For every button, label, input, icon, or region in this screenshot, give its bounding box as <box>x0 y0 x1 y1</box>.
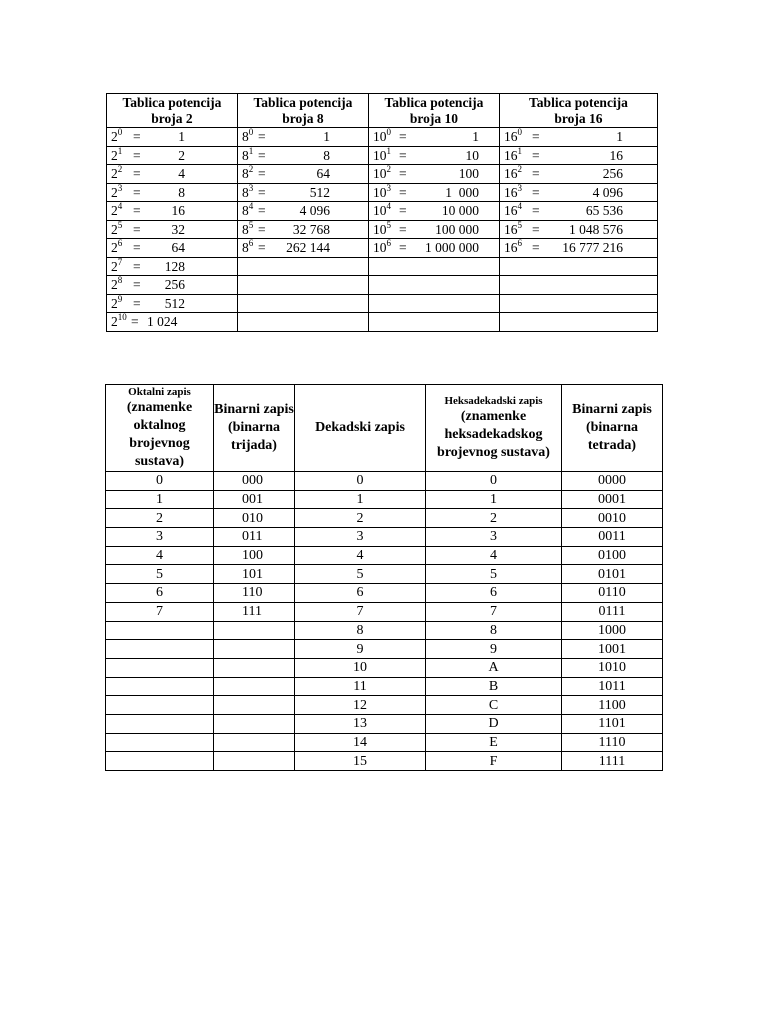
power-expression: $2^7$ <box>111 256 123 274</box>
power-expression: $8^3$ <box>242 182 254 200</box>
power-value: 8 <box>178 184 185 200</box>
tri-cell: 110 <box>214 584 295 603</box>
powers-row <box>107 202 658 221</box>
oct-cell <box>106 640 214 659</box>
tri-cell <box>214 733 295 752</box>
power-value: 65 536 <box>585 203 623 218</box>
equals-sign: = <box>399 166 407 181</box>
oct-cell <box>106 752 214 771</box>
hex-cell: 4 <box>426 546 562 565</box>
power-expression: $2^0$ <box>111 127 123 144</box>
equals-sign: = <box>532 147 540 163</box>
oct-cell <box>106 714 214 733</box>
header-powers-of-10: Tablica potencija broja 10 <box>369 94 500 128</box>
power-cell <box>238 257 369 276</box>
dec-cell: 5 <box>295 565 426 584</box>
power-cell <box>369 220 500 239</box>
hex-cell: 3 <box>426 528 562 547</box>
power-value: 4 <box>178 166 185 181</box>
power-value: 16 777 216 <box>562 240 623 255</box>
power-value: 512 <box>164 295 185 311</box>
equals-sign: = <box>532 166 540 181</box>
powers-row <box>107 313 658 332</box>
power-cell <box>238 183 369 202</box>
power-cell <box>107 220 238 239</box>
equals-sign: = <box>532 184 540 200</box>
powers-row <box>107 128 658 147</box>
header-binary-tetrad: Binarni zapis (binarna tetrada) <box>562 385 663 472</box>
dec-cell: 14 <box>295 733 426 752</box>
tet-cell: 1011 <box>562 677 663 696</box>
tet-cell: 0010 <box>562 509 663 528</box>
powers-row <box>107 276 658 295</box>
tri-cell: 101 <box>214 565 295 584</box>
power-expression: $2^2$ <box>111 164 123 181</box>
power-expression: $8^1$ <box>242 145 254 163</box>
oct-cell: 7 <box>106 602 214 621</box>
power-cell <box>107 276 238 295</box>
equals-sign: = <box>532 129 540 144</box>
power-cell <box>238 202 369 221</box>
equals-sign: = <box>532 203 540 218</box>
systems-row <box>106 565 663 584</box>
powers-row <box>107 239 658 258</box>
power-value: 512 <box>309 184 330 200</box>
power-value: 1 <box>178 129 185 144</box>
power-expression: $2^{10}$ <box>111 312 127 329</box>
power-cell <box>107 165 238 184</box>
power-expression: $16^3$ <box>504 182 522 200</box>
hex-cell: 6 <box>426 584 562 603</box>
systems-row <box>106 584 663 603</box>
systems-row <box>106 528 663 547</box>
systems-row <box>106 714 663 733</box>
equals-sign: = <box>532 240 540 255</box>
equals-sign: = <box>399 147 407 163</box>
power-expression: $10^6$ <box>373 238 391 255</box>
power-value: 256 <box>164 277 185 292</box>
tet-cell: 0001 <box>562 490 663 509</box>
power-value: 262 144 <box>286 240 330 255</box>
equals-sign: = <box>399 129 407 144</box>
equals-sign: = <box>258 240 266 255</box>
power-expression: $8^5$ <box>242 219 254 237</box>
power-cell <box>369 276 500 295</box>
dec-cell: 6 <box>295 584 426 603</box>
power-expression: $2^5$ <box>111 219 123 237</box>
equals-sign: = <box>133 277 141 292</box>
power-cell <box>500 239 658 258</box>
powers-row <box>107 294 658 313</box>
tet-cell: 1110 <box>562 733 663 752</box>
power-value: 2 <box>178 147 185 163</box>
oct-cell <box>106 677 214 696</box>
oct-cell <box>106 696 214 715</box>
power-value: 32 <box>171 221 185 237</box>
powers-row <box>107 146 658 165</box>
systems-row <box>106 546 663 565</box>
header-powers-of-2: Tablica potencija broja 2 <box>107 94 238 128</box>
tri-cell <box>214 658 295 677</box>
power-value: 1 048 576 <box>569 221 623 237</box>
powers-header-row <box>107 94 658 128</box>
tet-cell: 1100 <box>562 696 663 715</box>
tri-cell: 000 <box>214 472 295 491</box>
hex-cell: E <box>426 733 562 752</box>
power-cell <box>107 313 238 332</box>
power-cell <box>107 128 238 147</box>
equals-sign: = <box>133 295 141 311</box>
power-cell <box>369 165 500 184</box>
power-cell <box>238 313 369 332</box>
power-expression: $8^2$ <box>242 164 254 181</box>
systems-header-row <box>106 385 663 472</box>
power-value: 10 <box>465 147 479 163</box>
systems-row <box>106 621 663 640</box>
oct-cell: 3 <box>106 528 214 547</box>
power-cell <box>500 183 658 202</box>
oct-cell: 1 <box>106 490 214 509</box>
power-expression: $10^3$ <box>373 182 391 200</box>
power-cell <box>238 294 369 313</box>
oct-cell: 2 <box>106 509 214 528</box>
power-value: 32 768 <box>292 221 330 237</box>
power-expression: $10^5$ <box>373 219 391 237</box>
power-cell <box>238 276 369 295</box>
tri-cell: 111 <box>214 602 295 621</box>
powers-row <box>107 165 658 184</box>
power-value: 10 000 <box>441 203 479 218</box>
header-powers-of-16: Tablica potencija broja 16 <box>500 94 658 128</box>
power-expression: $2^9$ <box>111 293 123 311</box>
powers-row <box>107 220 658 239</box>
power-cell <box>238 239 369 258</box>
equals-sign: = <box>133 147 141 163</box>
oct-cell <box>106 733 214 752</box>
power-expression: $16^2$ <box>504 164 522 181</box>
power-cell <box>369 239 500 258</box>
equals-sign: = <box>399 221 407 237</box>
power-expression: $16^4$ <box>504 201 522 218</box>
power-cell <box>500 165 658 184</box>
systems-row <box>106 472 663 491</box>
tri-cell: 100 <box>214 546 295 565</box>
power-expression: $10^1$ <box>373 145 391 163</box>
dec-cell: 9 <box>295 640 426 659</box>
equals-sign: = <box>258 166 266 181</box>
powers-row <box>107 183 658 202</box>
power-cell <box>369 128 500 147</box>
hex-cell: 5 <box>426 565 562 584</box>
dec-cell: 1 <box>295 490 426 509</box>
equals-sign: = <box>258 203 266 218</box>
systems-row <box>106 752 663 771</box>
power-expression: $8^6$ <box>242 238 254 255</box>
equals-sign: = <box>131 314 139 329</box>
oct-cell: 6 <box>106 584 214 603</box>
equals-sign: = <box>133 203 141 218</box>
power-value: 100 000 <box>435 221 479 237</box>
power-expression: $10^2$ <box>373 164 391 181</box>
tet-cell: 0011 <box>562 528 663 547</box>
dec-cell: 8 <box>295 621 426 640</box>
power-expression: $16^5$ <box>504 219 522 237</box>
power-cell <box>500 202 658 221</box>
power-value: 1 000 000 <box>425 240 479 255</box>
power-value: 1 024 <box>147 314 178 329</box>
hex-cell: 2 <box>426 509 562 528</box>
power-value: 64 <box>171 240 185 255</box>
power-value: 256 <box>602 166 623 181</box>
systems-row <box>106 602 663 621</box>
dec-cell: 11 <box>295 677 426 696</box>
power-cell <box>107 146 238 165</box>
tri-cell: 011 <box>214 528 295 547</box>
tri-cell: 010 <box>214 509 295 528</box>
power-expression: $8^0$ <box>242 127 254 144</box>
power-cell <box>107 257 238 276</box>
power-value: 4 096 <box>592 184 623 200</box>
tet-cell: 1101 <box>562 714 663 733</box>
tet-cell: 1001 <box>562 640 663 659</box>
powers-table <box>106 93 658 332</box>
oct-cell: 0 <box>106 472 214 491</box>
power-expression: $16^0$ <box>504 127 522 144</box>
tet-cell: 1000 <box>562 621 663 640</box>
power-cell <box>500 128 658 147</box>
oct-cell <box>106 658 214 677</box>
power-expression: $2^1$ <box>111 145 123 163</box>
hex-cell: C <box>426 696 562 715</box>
equals-sign: = <box>399 203 407 218</box>
tet-cell: 1111 <box>562 752 663 771</box>
power-expression: $8^4$ <box>242 201 254 218</box>
number-systems-table <box>105 384 663 771</box>
dec-cell: 10 <box>295 658 426 677</box>
equals-sign: = <box>532 221 540 237</box>
power-cell <box>500 146 658 165</box>
power-cell <box>369 183 500 202</box>
dec-cell: 12 <box>295 696 426 715</box>
systems-row <box>106 677 663 696</box>
header-powers-of-8: Tablica potencija broja 8 <box>238 94 369 128</box>
dec-cell: 3 <box>295 528 426 547</box>
power-expression: $10^0$ <box>373 127 391 144</box>
power-value: 64 <box>316 166 330 181</box>
equals-sign: = <box>399 240 407 255</box>
tet-cell: 0100 <box>562 546 663 565</box>
power-value: 4 096 <box>299 203 330 218</box>
hex-cell: A <box>426 658 562 677</box>
tri-cell <box>214 621 295 640</box>
tri-cell <box>214 752 295 771</box>
equals-sign: = <box>258 129 266 144</box>
tri-cell <box>214 714 295 733</box>
oct-cell: 5 <box>106 565 214 584</box>
equals-sign: = <box>258 221 266 237</box>
power-cell <box>238 128 369 147</box>
systems-row <box>106 640 663 659</box>
power-expression: $16^6$ <box>504 238 522 255</box>
power-cell <box>107 202 238 221</box>
systems-row <box>106 509 663 528</box>
power-cell <box>500 313 658 332</box>
hex-cell: D <box>426 714 562 733</box>
tet-cell: 0111 <box>562 602 663 621</box>
equals-sign: = <box>133 240 141 255</box>
systems-row <box>106 733 663 752</box>
power-expression: $2^6$ <box>111 238 123 255</box>
equals-sign: = <box>133 221 141 237</box>
equals-sign: = <box>258 147 266 163</box>
power-cell <box>500 276 658 295</box>
equals-sign: = <box>399 184 407 200</box>
tri-cell <box>214 696 295 715</box>
tet-cell: 1010 <box>562 658 663 677</box>
equals-sign: = <box>133 258 141 274</box>
power-cell <box>500 220 658 239</box>
powers-row <box>107 257 658 276</box>
hex-cell: 0 <box>426 472 562 491</box>
header-octal: Oktalni zapis (znamenke oktalnog brojevnog sustava) <box>106 385 214 472</box>
tet-cell: 0110 <box>562 584 663 603</box>
tet-cell: 0000 <box>562 472 663 491</box>
power-value: 16 <box>609 147 623 163</box>
power-cell <box>369 257 500 276</box>
power-cell <box>500 257 658 276</box>
power-value: 1 <box>472 129 479 144</box>
power-value: 1 <box>616 129 623 144</box>
power-cell <box>107 239 238 258</box>
dec-cell: 13 <box>295 714 426 733</box>
power-cell <box>500 294 658 313</box>
power-value: 8 <box>323 147 330 163</box>
power-cell <box>238 220 369 239</box>
hex-cell: 9 <box>426 640 562 659</box>
power-cell <box>369 313 500 332</box>
power-expression: $10^4$ <box>373 201 391 218</box>
power-cell <box>107 294 238 313</box>
tet-cell: 0101 <box>562 565 663 584</box>
systems-row <box>106 658 663 677</box>
equals-sign: = <box>133 184 141 200</box>
power-cell <box>238 165 369 184</box>
dec-cell: 7 <box>295 602 426 621</box>
equals-sign: = <box>133 166 141 181</box>
hex-cell: 7 <box>426 602 562 621</box>
power-expression: $2^8$ <box>111 275 123 292</box>
power-value: 100 <box>458 166 479 181</box>
power-cell <box>107 183 238 202</box>
tri-cell <box>214 677 295 696</box>
power-cell <box>369 294 500 313</box>
power-expression: $16^1$ <box>504 145 522 163</box>
power-expression: $2^3$ <box>111 182 123 200</box>
power-value: 16 <box>171 203 185 218</box>
hex-cell: 8 <box>426 621 562 640</box>
tri-cell <box>214 640 295 659</box>
oct-cell: 4 <box>106 546 214 565</box>
dec-cell: 4 <box>295 546 426 565</box>
hex-cell: B <box>426 677 562 696</box>
oct-cell <box>106 621 214 640</box>
header-decimal: Dekadski zapis <box>295 385 426 472</box>
dec-cell: 2 <box>295 509 426 528</box>
tri-cell: 001 <box>214 490 295 509</box>
power-value: 1 <box>323 129 330 144</box>
header-binary-triad: Binarni zapis (binarna trijada) <box>214 385 295 472</box>
hex-cell: 1 <box>426 490 562 509</box>
power-value: 128 <box>164 258 185 274</box>
power-cell <box>369 146 500 165</box>
dec-cell: 0 <box>295 472 426 491</box>
power-cell <box>238 146 369 165</box>
power-cell <box>369 202 500 221</box>
equals-sign: = <box>133 129 141 144</box>
power-expression: $2^4$ <box>111 201 123 218</box>
hex-cell: F <box>426 752 562 771</box>
equals-sign: = <box>258 184 266 200</box>
dec-cell: 15 <box>295 752 426 771</box>
systems-row <box>106 490 663 509</box>
systems-row <box>106 696 663 715</box>
power-value: 1 000 <box>445 184 479 200</box>
header-hexadecimal: Heksadekadski zapis (znamenke heksadekadskog brojevnog sustava) <box>426 385 562 472</box>
